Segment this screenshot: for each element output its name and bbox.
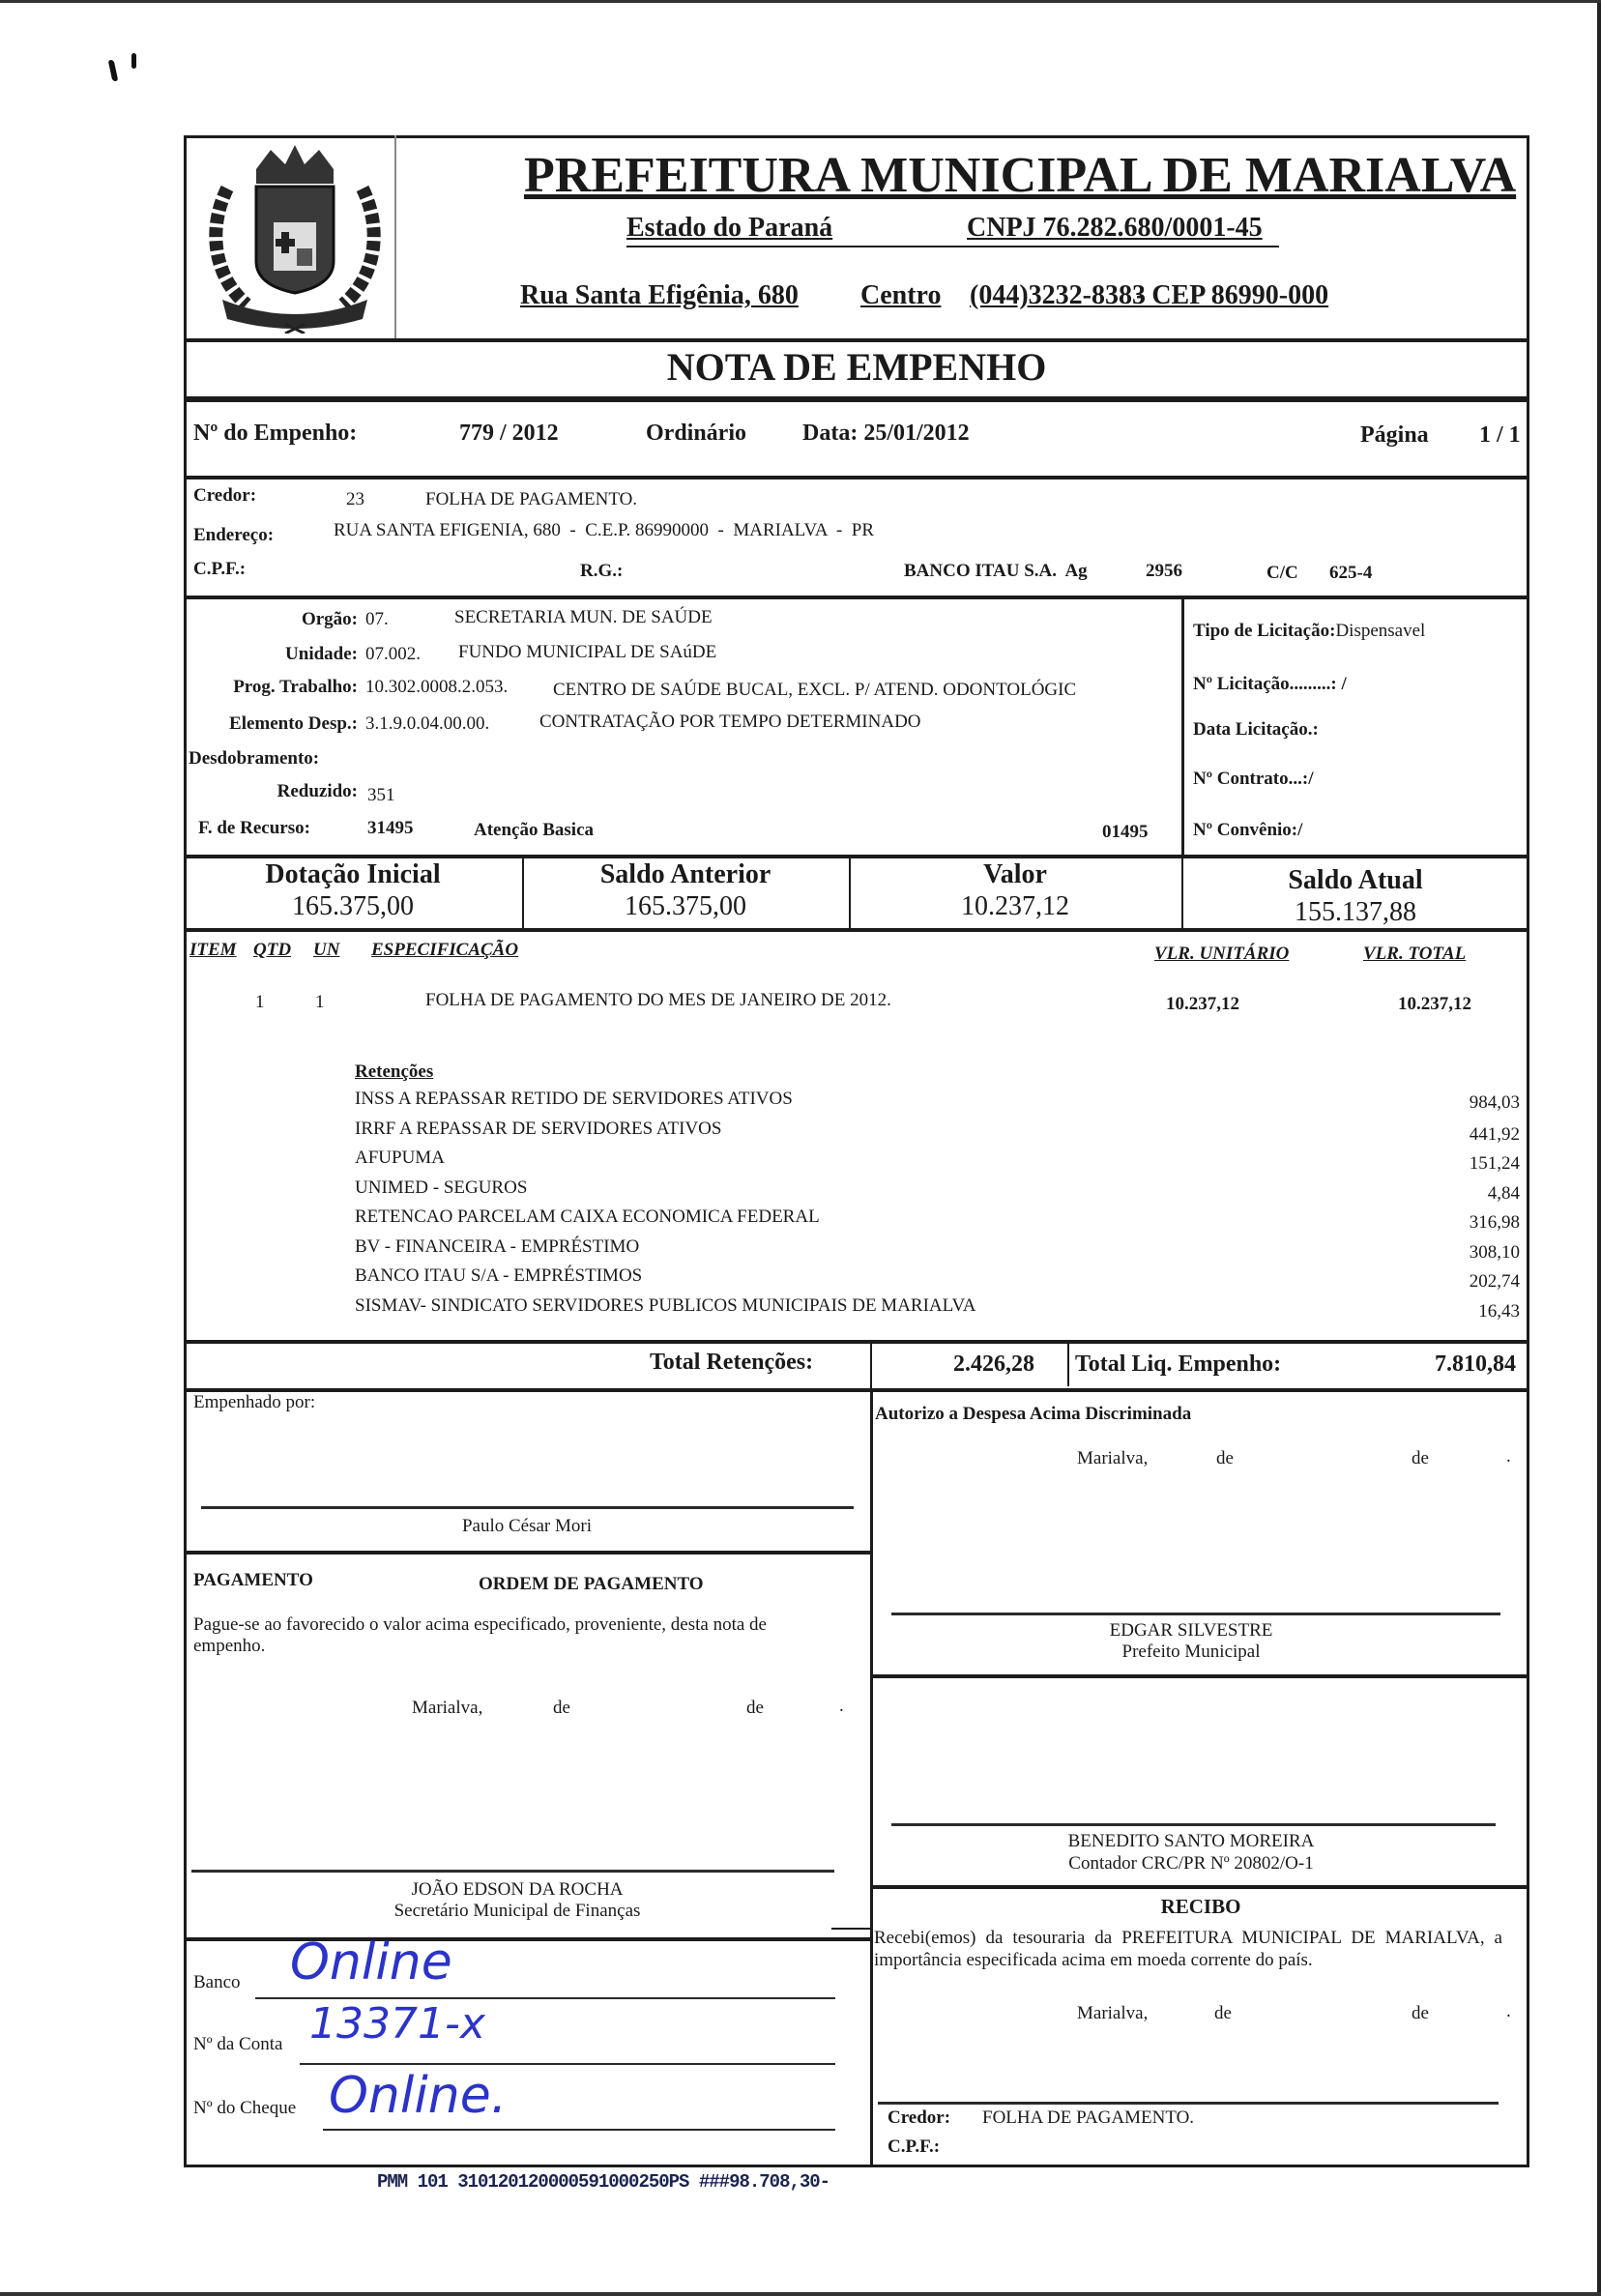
orgao-label: Orgão: <box>301 609 358 629</box>
retencao-row <box>355 1206 1520 1235</box>
col-header-qtd: QTD <box>253 940 292 960</box>
convenio: Nº Convênio:/ <box>1193 820 1303 840</box>
recurso-code: 31495 <box>367 818 414 838</box>
rg-label: R.G.: <box>580 561 624 581</box>
signature-line <box>201 1506 854 1509</box>
saldo-anterior <box>522 858 849 922</box>
cc-number: 625-4 <box>1329 563 1373 583</box>
saldo-value: 155.137,88 <box>1295 897 1416 927</box>
cc-label: C/C <box>1266 563 1298 583</box>
unidade-name: FUNDO MUNICIPAL DE SAúDE <box>458 642 717 662</box>
retencao-row <box>355 1089 1520 1118</box>
section-rule <box>184 476 1529 480</box>
row-total: 10.237,12 <box>1398 994 1471 1014</box>
crest-icon <box>198 140 392 334</box>
unidade-code: 07.002. <box>365 644 421 664</box>
retencao-value: 316,98 <box>1469 1212 1520 1233</box>
retencao-value: 4,84 <box>1487 1182 1520 1204</box>
retencao-value: 151,24 <box>1469 1153 1520 1174</box>
signature-line <box>191 1870 834 1873</box>
signature-line <box>891 1613 1500 1615</box>
retencao-desc: AFUPUMA <box>355 1148 445 1168</box>
contador-role: Contador CRC/PR Nº 20802/O-1 <box>1068 1853 1314 1874</box>
cheque-label: Nº do Cheque <box>193 2098 297 2118</box>
total-liquido-value: 7.810,84 <box>1435 1351 1516 1377</box>
saldo-atual <box>1181 864 1529 928</box>
saldo-label: Saldo Atual <box>1288 865 1423 895</box>
banco-label: Banco <box>193 1972 241 1992</box>
prefeito-role: Prefeito Municipal <box>1121 1642 1261 1662</box>
conta-label: Nº da Conta <box>193 2034 283 2054</box>
saldo-value: 10.237,12 <box>961 891 1069 921</box>
header-divider <box>394 135 396 338</box>
recibo-cpf-label: C.P.F.: <box>888 2136 941 2157</box>
col-header-item: ITEM <box>189 940 237 960</box>
retencao-value: 16,43 <box>1478 1300 1520 1322</box>
retencao-value: 984,03 <box>1469 1092 1520 1113</box>
endereco: RUA SANTA EFIGENIA, 680 - C.E.P. 86990000 - MARIALVA - PR <box>334 520 875 540</box>
col-header-total: VLR. TOTAL <box>1363 944 1467 964</box>
bank-authentication-stamp: PMM 101 310120120000591000250PS ###98.708,30- <box>377 2171 830 2193</box>
recurso-label: F. de Recurso: <box>198 818 310 838</box>
autorizo-city: Marialva, <box>1077 1448 1149 1468</box>
secretario-role: Secretário Municipal de Finanças <box>393 1901 641 1921</box>
bank-agency: 2956 <box>1146 561 1182 581</box>
elemento-label: Elemento Desp.: <box>229 713 358 734</box>
empenho-number-label: Nº do Empenho: <box>193 421 358 446</box>
municipality-title: PREFEITURA MUNICIPAL DE MARIALVA <box>524 148 1517 203</box>
signature-line <box>878 2102 1499 2105</box>
saldo-label: Saldo Anterior <box>599 859 771 889</box>
header-underline <box>626 246 1279 247</box>
row-qtd: 1 <box>315 992 325 1012</box>
retencao-desc: BV - FINANCEIRA - EMPRÉSTIMO <box>355 1235 640 1257</box>
credor-code: 23 <box>346 489 364 509</box>
empenho-date: Data: 25/01/2012 <box>802 421 970 446</box>
licitacao-numero: Nº Licitação.........: / <box>1193 674 1347 694</box>
document-title: NOTA DE EMPENHO <box>666 345 1047 389</box>
lower-divider <box>870 1390 873 2166</box>
credor-name: FOLHA DE PAGAMENTO. <box>425 489 638 509</box>
pagamento-label: PAGAMENTO <box>193 1570 313 1590</box>
scan-mark <box>131 53 136 69</box>
retencoes-title: Retenções <box>355 1061 434 1082</box>
conta-handwritten-value[interactable]: 13371-x <box>309 1999 485 2049</box>
total-retencoes-label: Total Retenções: <box>650 1350 814 1375</box>
row-unit: 10.237,12 <box>1166 994 1239 1014</box>
section-rule <box>184 928 1529 932</box>
recibo-text: Recebi(emos) da tesouraria da PREFEITURA MUNICIPAL DE MARIALVA, a importância especificada acima em moeda corrente do país. <box>874 1928 1502 1970</box>
retencao-value: 441,92 <box>1469 1123 1520 1145</box>
col-header-spec: ESPECIFICAÇÃO <box>371 940 519 960</box>
recurso-ref: 01495 <box>1102 822 1149 842</box>
saldo-valor <box>849 858 1181 922</box>
section-rule <box>184 1340 1529 1344</box>
retencao-row <box>355 1295 1520 1324</box>
pagamento-de2: de <box>746 1698 764 1718</box>
recibo-city: Marialva, <box>1077 2003 1149 2023</box>
bank-name: BANCO ITAU S.A. Ag <box>904 561 1088 581</box>
ordem-pagamento-title: ORDEM DE PAGAMENTO <box>479 1574 704 1594</box>
phone: (044)3232-8383 <box>970 280 1146 310</box>
retencao-row <box>355 1236 1520 1265</box>
contador-name: BENEDITO SANTO MOREIRA <box>1067 1831 1315 1851</box>
licitacao-tipo-label: Tipo de Licitação: <box>1193 621 1336 641</box>
scan-edge <box>0 0 1601 3</box>
saldo-value: 165.375,00 <box>292 891 414 921</box>
reduzido-value: 351 <box>367 785 395 805</box>
section-rule <box>184 596 1529 599</box>
totals-divider <box>1067 1344 1069 1386</box>
desdobramento-label: Desdobramento: <box>189 748 320 769</box>
licitacao-data: Data Licitação.: <box>1193 719 1319 740</box>
page-label: Página <box>1360 422 1429 448</box>
pagamento-city: Marialva, <box>412 1698 483 1718</box>
recibo-title: RECIBO <box>1160 1895 1241 1918</box>
section-rule <box>184 1388 1529 1392</box>
autorizo-label: Autorizo a Despesa Acima Discriminada <box>875 1404 1192 1424</box>
recibo-de2: de <box>1412 2003 1429 2023</box>
scan-edge <box>1597 0 1601 2296</box>
banco-handwritten-value[interactable]: Online <box>290 1933 452 1991</box>
cpf-label: C.P.F.: <box>193 559 247 579</box>
prog-code: 10.302.0008.2.053. <box>365 677 509 697</box>
section-rule <box>184 1937 870 1941</box>
retencao-desc: SISMAV- SINDICATO SERVIDORES PUBLICOS MUNICIPAIS DE MARIALVA <box>355 1294 976 1316</box>
retencao-value: 202,74 <box>1469 1271 1520 1292</box>
licitacao-tipo-value: Dispensavel <box>1335 621 1426 641</box>
prog-label: Prog. Trabalho: <box>233 677 358 697</box>
signature-line <box>891 1823 1496 1826</box>
col-header-un: UN <box>313 940 340 960</box>
unidade-label: Unidade: <box>285 644 358 664</box>
retencao-desc: RETENCAO PARCELAM CAIXA ECONOMICA FEDERAL <box>355 1206 820 1227</box>
autorizo-de2: de <box>1412 1448 1429 1468</box>
recibo-connector <box>831 1928 872 1930</box>
retencao-desc: UNIMED - SEGUROS <box>355 1177 528 1198</box>
retencao-row <box>355 1119 1520 1148</box>
page-number: 1 / 1 <box>1479 422 1521 448</box>
retencao-row <box>355 1177 1520 1206</box>
recibo-de1: de <box>1214 2003 1232 2023</box>
empenhado-name: Paulo César Mori <box>461 1516 593 1536</box>
empenho-number: 779 / 2012 <box>459 421 559 446</box>
empenhado-label: Empenhado por: <box>193 1392 316 1412</box>
elemento-code: 3.1.9.0.04.00.00. <box>365 713 490 734</box>
contrato: Nº Contrato...:/ <box>1193 769 1314 789</box>
cep: - CEP 86990-000 <box>1136 280 1329 310</box>
retencao-row <box>355 1265 1520 1294</box>
retencao-value: 308,10 <box>1469 1241 1520 1263</box>
retencao-row <box>355 1148 1520 1177</box>
section-rule <box>872 1885 1529 1889</box>
retencao-desc: IRRF A REPASSAR DE SERVIDORES ATIVOS <box>355 1118 722 1139</box>
col-header-unit: VLR. UNITÁRIO <box>1154 944 1290 964</box>
saldo-label: Valor <box>983 859 1047 889</box>
cheque-field-line[interactable] <box>323 2129 835 2131</box>
endereco-label: Endereço: <box>193 525 275 545</box>
credor-label: Credor: <box>193 485 257 506</box>
scan-edge <box>0 2292 1601 2296</box>
licitacao-divider <box>1181 597 1184 857</box>
section-rule <box>184 1551 870 1555</box>
retencao-desc: INSS A REPASSAR RETIDO DE SERVIDORES ATIVOS <box>355 1089 793 1109</box>
autorizo-dot: . <box>1506 1446 1511 1467</box>
section-rule <box>872 1674 1529 1678</box>
recurso-name: Atenção Basica <box>474 820 595 840</box>
pagamento-de1: de <box>553 1698 570 1718</box>
cnpj: CNPJ 76.282.680/0001-45 <box>967 213 1263 243</box>
scan-mark <box>108 60 119 81</box>
licitacao-tipo <box>1193 621 1425 642</box>
secretario-name: JOÃO EDSON DA ROCHA <box>411 1879 624 1900</box>
recibo-dot: . <box>1506 2001 1511 2021</box>
address-street: Rua Santa Efigênia, 680 <box>520 280 799 310</box>
cheque-handwritten-value[interactable]: Online. <box>329 2067 508 2125</box>
recibo-credor-label: Credor: <box>888 2107 951 2128</box>
prog-name: CENTRO DE SAÚDE BUCAL, EXCL. P/ ATEND. ODONTOLÓGIC <box>553 680 1077 700</box>
address-district: Centro <box>860 280 942 310</box>
retencao-desc: BANCO ITAU S/A - EMPRÉSTIMOS <box>355 1265 643 1286</box>
table-row <box>184 984 1529 1023</box>
orgao-code: 07. <box>365 609 389 629</box>
section-rule <box>184 396 1529 402</box>
recibo-credor: FOLHA DE PAGAMENTO. <box>982 2107 1195 2128</box>
saldo-value: 165.375,00 <box>625 891 746 921</box>
conta-field-line[interactable] <box>300 2063 835 2065</box>
pagamento-text: Pague-se ao favorecido o valor acima especificado, proveniente, desta nota de empenho. <box>193 1614 767 1656</box>
elemento-name: CONTRATAÇÃO POR TEMPO DETERMINADO <box>539 712 921 732</box>
total-liquido-label: Total Liq. Empenho: <box>1075 1351 1282 1377</box>
saldo-dotacao-inicial <box>184 858 522 922</box>
prefeito-name: EDGAR SILVESTRE <box>1109 1620 1273 1641</box>
autorizo-de1: de <box>1216 1448 1234 1468</box>
pagamento-dot: . <box>839 1696 844 1716</box>
state-name: Estado do Paraná <box>626 213 833 243</box>
empenho-type: Ordinário <box>646 421 747 446</box>
row-item: 1 <box>255 992 265 1012</box>
saldo-label: Dotação Inicial <box>265 859 441 889</box>
reduzido-label: Reduzido: <box>277 781 358 801</box>
total-retencoes-value: 2.426,28 <box>953 1351 1034 1377</box>
row-spec: FOLHA DE PAGAMENTO DO MES DE JANEIRO DE 2012. <box>425 990 891 1010</box>
orgao-name: SECRETARIA MUN. DE SAÚDE <box>454 607 713 627</box>
